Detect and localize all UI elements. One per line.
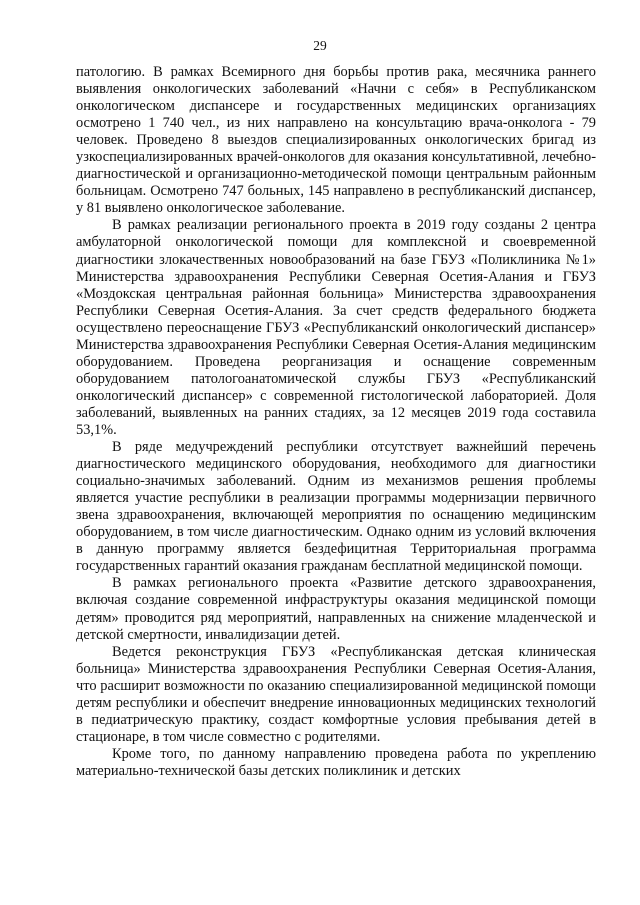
paragraph: патологию. В рамках Всемирного дня борьбы против рака, месячника раннего выявления онкологических заболеваний «Начни с себя» в Республиканском онкологическом диспансере и государственных медицинских организациях осмотрено 1 740 чел., из них направлено на консультацию врача-онколога - 79 человек. Проведено 8 выездов специализированных онкологических бригад из узкоспециализированных врачей-онкологов для оказания консультативной, лечебно-диагностической и организационно-методической помощи центральным районным больницам. Осмотрено 747 больных, 145 направлено в республиканский диспансер, у 81 выявлено онкологическое заболевание. bbox=[76, 64, 596, 217]
page-number: 29 bbox=[313, 38, 327, 53]
body-text bbox=[76, 64, 596, 780]
paragraph: В рамках регионального проекта «Развитие детского здравоохранения, включая создание современной инфраструктуры оказания медицинской помощи детям» проводится ряд мероприятий, направленных на снижение младенческой и детской смертности, инвалидизации детей. bbox=[76, 575, 596, 643]
paragraph: В ряде медучреждений республики отсутствует важнейший перечень диагностического медицинского оборудования, необходимого для диагностики социально-значимых заболеваний. Одним из механизмов решения проблемы является участие республики в реализации программы модернизации первичного звена здравоохранения, включающей мероприятия по оснащению медицинским оборудованием, в том числе диагностическим. Однако одним из условий включения в данную программу является бездефицитная Территориальная программа государственных гарантий оказания гражданам бесплатной медицинской помощи. bbox=[76, 439, 596, 575]
paragraph: Ведется реконструкция ГБУЗ «Республиканская детская клиническая больница» Министерства здравоохранения Республики Северная Осетия-Алания, что расширит возможности по оказанию специализированной медицинской помощи детям республики и обеспечит внедрение инновационных медицинских технологий в педиатрическую практику, создаст комфортные условия пребывания детей в стационаре, в том числе совместно с родителями. bbox=[76, 643, 596, 745]
paragraph: В рамках реализации регионального проекта в 2019 году созданы 2 центра амбулаторной онкологической помощи для комплексной и своевременной диагностики злокачественных новообразований на базе ГБУЗ «Поликлиника №1» Министерства здравоохранения Республики Северная Осетия-Алания и ГБУЗ «Моздокская центральная районная больница» Министерства здравоохранения Республики Северная Осетия-Алания. За счет средств федерального бюджета осуществлено переоснащение ГБУЗ «Республиканский онкологический диспансер» Министерства здравоохранения Республики Северная Осетия-Алания медицинским оборудованием. Проведена реорганизация и оснащение современным оборудованием патологоанатомической службы ГБУЗ «Республиканский онкологический диспансер» с современной гистологической лабораторией. Доля заболеваний, выявленных на ранних стадиях, за 12 месяцев 2019 года составила 53,1%. bbox=[76, 217, 596, 438]
paragraph: Кроме того, по данному направлению проведена работа по укреплению материально-технической базы детских поликлиник и детских bbox=[76, 745, 596, 779]
